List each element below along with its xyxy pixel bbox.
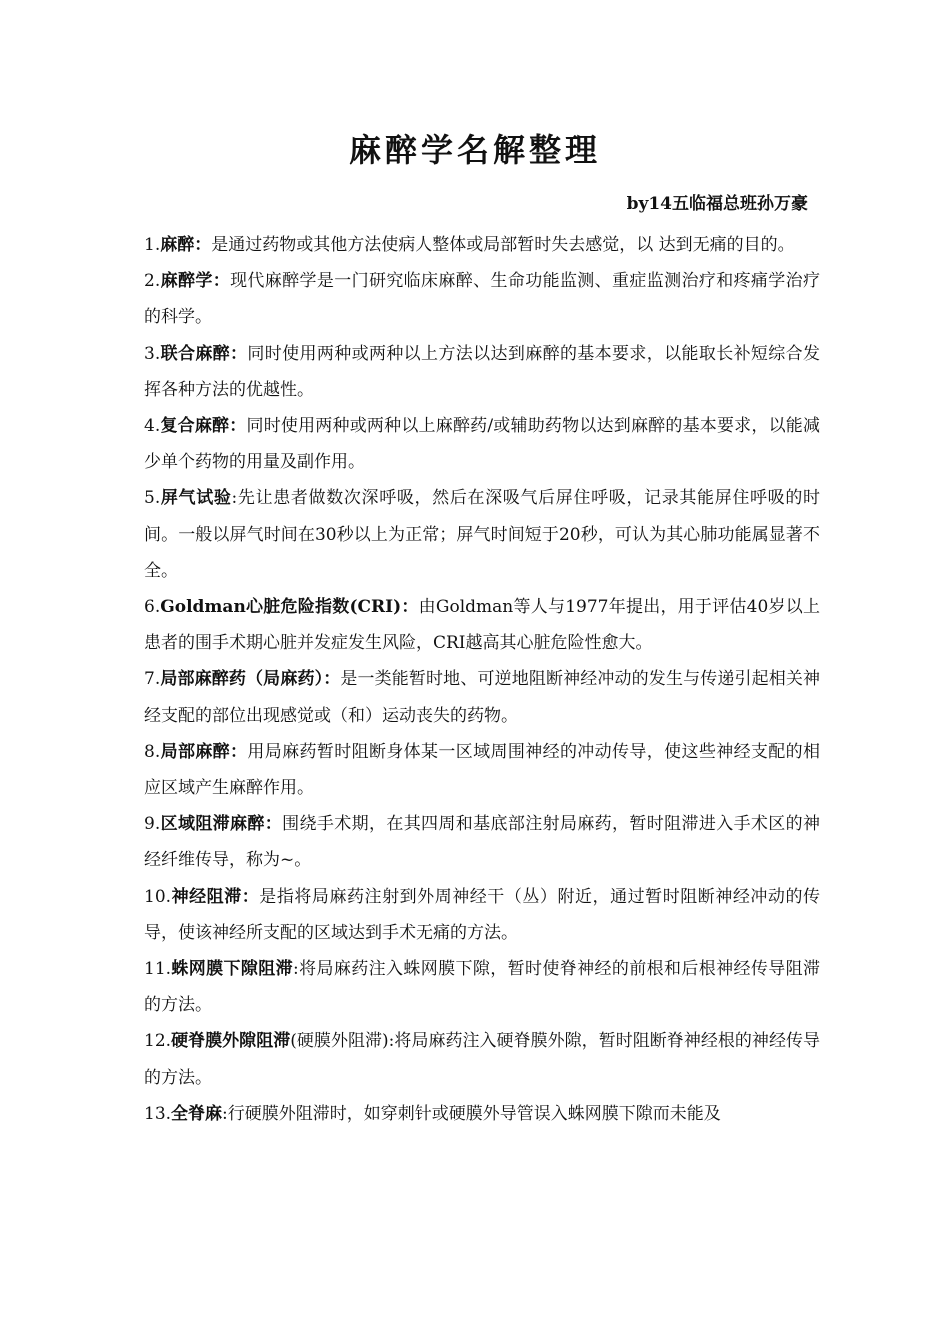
definition-entry <box>144 734 820 806</box>
entry-text: 先让患者做数次深呼吸，然后在深吸气后屏住呼吸，记录其能屏住呼吸的时间。一般以屏气时间在30秒以上为正常；屏气时间短于20秒，可认为其心肺功能属显著不全。 <box>144 488 821 581</box>
entry-text: 现代麻醉学是一门研究临床麻醉、生命功能监测、重症监测治疗和疼痛学治疗的科学。 <box>144 271 821 328</box>
entry-text: 围绕手术期，在其四周和基底部注射局麻药，暂时阻滞进入手术区的神经纤维传导，称为~。 <box>144 814 821 871</box>
definition-entry <box>144 1096 820 1132</box>
definition-entry <box>144 589 820 661</box>
entry-number: 2. <box>144 271 161 292</box>
entry-separator: ： <box>323 669 341 690</box>
entry-text: 将局麻药注入硬脊膜外隙，暂时阻断脊神经根的神经传导的方法。 <box>144 1031 821 1088</box>
entry-number: 3. <box>144 343 161 364</box>
definition-entry <box>144 661 820 733</box>
entry-number: 9. <box>144 814 161 835</box>
entry-term: 联合麻醉 <box>160 343 231 364</box>
entry-number: 7. <box>144 669 161 690</box>
definition-entry <box>144 263 820 335</box>
entry-number: 6. <box>144 597 161 618</box>
entry-separator: : <box>293 959 299 980</box>
entry-text: 是一类能暂时地、可逆地阻断神经冲动的发生与传递引起相关神经支配的部位出现感觉或（和）运动丧失的药物。 <box>144 669 821 726</box>
entry-number: 4. <box>144 416 161 437</box>
entry-text: 同时使用两种或两种以上方法以达到麻醉的基本要求，以能取长补短综合发挥各种方法的优越性。 <box>144 343 821 400</box>
entry-text: 将局麻药注入蛛网膜下隙，暂时使脊神经的前根和后根神经传导阻滞的方法。 <box>144 959 821 1016</box>
entry-separator: (硬膜外阻滞): <box>290 1031 395 1052</box>
definition-entry <box>144 227 820 263</box>
entry-term: 麻醉学 <box>160 271 213 292</box>
entry-term: 屏气试验 <box>160 488 232 509</box>
entry-separator: : <box>231 488 238 509</box>
entry-separator: ： <box>230 343 248 364</box>
definition-entry <box>144 408 820 480</box>
document-author: by14五临福总班孙万豪 <box>626 194 808 214</box>
entry-number: 11. <box>144 959 172 980</box>
entry-term: 麻醉 <box>160 235 195 255</box>
definition-entry <box>144 806 820 878</box>
entry-number: 5. <box>144 488 161 509</box>
entry-text: 同时使用两种或两种以上麻醉药/或辅助药物以达到麻醉的基本要求，以能减少单个药物的用量及副作用。 <box>144 416 821 473</box>
entry-term: 神经阻滞 <box>171 886 242 907</box>
definition-entry <box>144 879 820 951</box>
entry-separator: : <box>222 1103 228 1124</box>
entry-text: 是指将局麻药注射到外周神经干（丛）附近，通过暂时阻断神经冲动的传导，使该神经所支配的区域达到手术无痛的方法。 <box>144 886 821 943</box>
entry-term: 局部麻醉药（局麻药） <box>160 669 324 690</box>
entry-separator: ： <box>264 814 283 835</box>
entry-separator: ： <box>194 235 212 255</box>
entry-text: 是通过药物或其他方法使病人整体或局部暂时失去感觉，以 达到无痛的目的。 <box>211 235 795 255</box>
entry-term: 区域阻滞麻醉 <box>160 814 265 835</box>
entry-number: 8. <box>144 741 161 762</box>
definition-entry <box>144 951 820 1023</box>
entry-term: 复合麻醉 <box>160 416 230 437</box>
entry-separator: ： <box>241 886 260 907</box>
definition-entry <box>144 336 820 408</box>
entry-text: 行硬膜外阻滞时，如穿刺针或硬膜外导管误入蛛网膜下隙而未能及 <box>227 1103 721 1124</box>
entry-separator: ： <box>212 271 231 292</box>
entry-number: 10. <box>144 886 172 907</box>
entry-number: 13. <box>144 1103 172 1124</box>
definition-entry <box>144 480 820 589</box>
entry-separator: ： <box>229 416 247 437</box>
entry-number: 12. <box>144 1031 172 1052</box>
entry-text: 由Goldman等人与1977年提出，用于评估40岁以上患者的围手术期心脏并发症发生风险，CRI越高其心脏危险性愈大。 <box>144 597 821 654</box>
entry-term: 全脊麻 <box>171 1103 223 1124</box>
definition-list <box>144 227 820 1132</box>
entry-separator: ： <box>230 741 248 762</box>
entry-separator: ： <box>401 597 419 618</box>
document-title: 麻醉学名解整理 <box>348 131 601 169</box>
entry-term: 局部麻醉 <box>160 741 231 762</box>
entry-term: Goldman心脏危险指数(CRI) <box>160 597 402 618</box>
definition-entry <box>144 1023 820 1095</box>
entry-text: 用局麻药暂时阻断身体某一区域周围神经的冲动传导，使这些神经支配的相应区域产生麻醉作用。 <box>144 741 821 799</box>
entry-term: 蛛网膜下隙阻滞 <box>171 959 294 980</box>
entry-term: 硬脊膜外隙阻滞 <box>171 1031 291 1052</box>
entry-number: 1. <box>144 235 161 255</box>
